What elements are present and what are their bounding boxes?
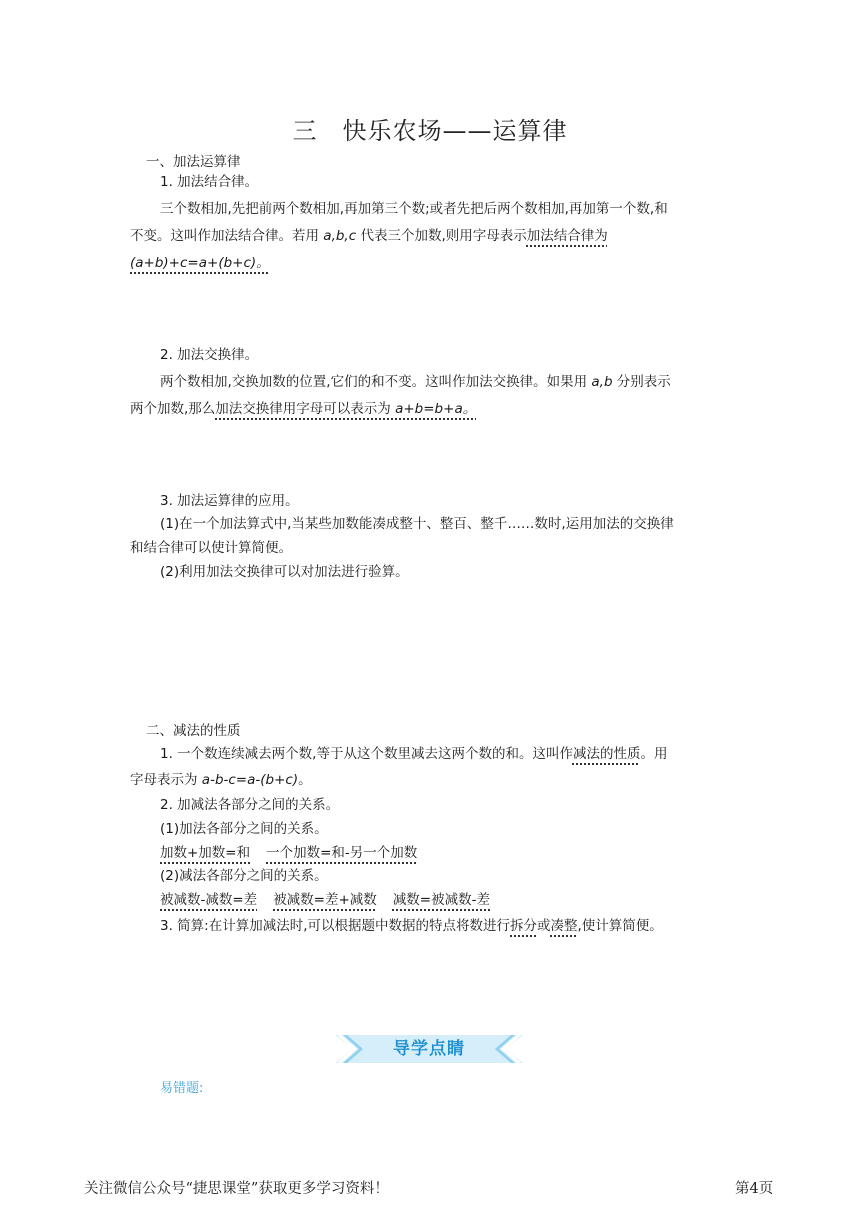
item-application-p1-line2: 和结合律可以使计算简便。 xyxy=(130,540,292,556)
simplification-rule: 3. 简算:在计算加减法时,可以根据题中数据的特点将数进行拆分或凑整,使计算简便。 xyxy=(160,918,663,934)
error-prone-label: 易错题: xyxy=(160,1081,204,1096)
associative-formula: (a+b)+c=a+(b+c)。 xyxy=(130,255,270,271)
item-associative-label: 1. 加法结合律。 xyxy=(160,174,259,190)
item-application-p1-line1: (1)在一个加法算式中,当某些加数能凑成整十、整百、整千……数时,运用加法的交换律 xyxy=(160,516,674,532)
subtraction-relations-heading: (2)减法各部分之间的关系。 xyxy=(160,868,328,884)
item-associative-line2: 不变。这叫作加法结合律。若用 a,b,c 代表三个加数,则用字母表示加法结合律为 xyxy=(130,228,608,244)
guide-banner-label: 导学点睛 xyxy=(393,1039,465,1059)
subtraction-property-line2: 字母表示为 a-b-c=a-(b+c)。 xyxy=(130,772,312,788)
item-commutative-label: 2. 加法交换律。 xyxy=(160,347,259,363)
item-associative-line1: 三个数相加,先把前两个数相加,再加第三个数;或者先把后两个数相加,再加第一个数,和 xyxy=(160,201,668,217)
section-heading-subtraction: 二、减法的性质 xyxy=(146,723,241,739)
addition-relations-heading: (1)加法各部分之间的关系。 xyxy=(160,821,328,837)
relations-label: 2. 加减法各部分之间的关系。 xyxy=(160,797,340,813)
item-application-p2: (2)利用加法交换律可以对加法进行验算。 xyxy=(160,564,409,580)
item-commutative-line1: 两个数相加,交换加数的位置,它们的和不变。这叫作加法交换律。如果用 a,b 分别表示 xyxy=(160,374,671,390)
page-number: 第4页 xyxy=(735,1181,774,1197)
addition-relations: 加数+加数=和 一个加数=和-另一个加数 xyxy=(160,845,418,861)
subtraction-property-line1: 1. 一个数连续减去两个数,等于从这个数里减去这两个数的和。这叫作减法的性质。用 xyxy=(160,746,668,762)
page-title: 三 快乐农场——运算律 xyxy=(292,117,568,145)
item-application-label: 3. 加法运算律的应用。 xyxy=(160,493,299,509)
section-heading-addition-laws: 一、加法运算律 xyxy=(146,154,241,170)
item-commutative-line2: 两个加数,那么加法交换律用字母可以表示为 a+b=b+a。 xyxy=(130,401,477,417)
footer-promo: 关注微信公众号“捷思课堂”获取更多学习资料！ xyxy=(84,1181,389,1197)
subtraction-relations: 被减数-减数=差 被减数=差+减数 减数=被减数-差 xyxy=(160,892,490,908)
